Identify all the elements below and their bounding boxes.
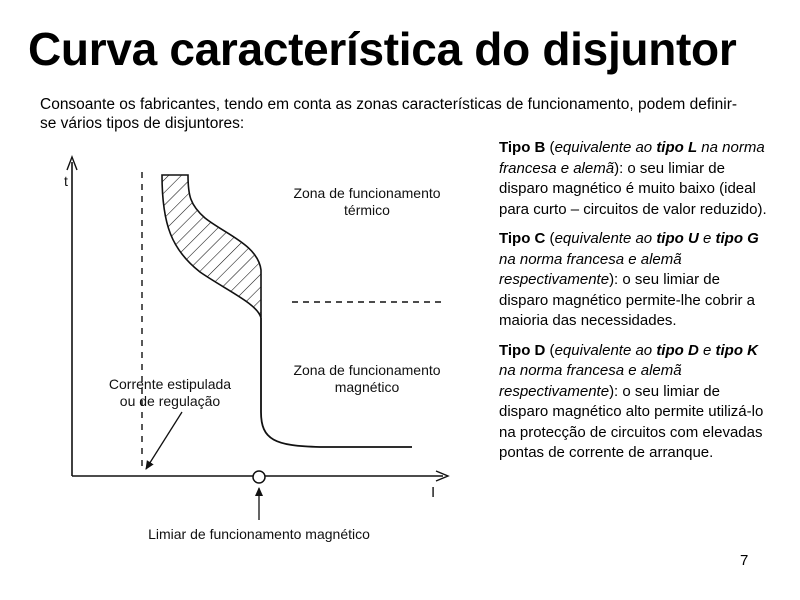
magnetic-zone-label-1: Zona de funcionamento bbox=[293, 362, 441, 378]
type-b-description: Tipo B (equivalente ao tipo L na norma francesa e alemã): o seu limiar de disparo magnético é muito baixo (ideal para curto – circuitos de valor reduzido). bbox=[499, 139, 767, 218]
type-c-description: Tipo C (equivalente ao tipo U e tipo G na norma francesa e alemã respectivamente): o seu limiar de disparo magnético permite-lhe cobrir a maioria das necessidades. bbox=[499, 230, 759, 329]
thermal-zone-label-1: Zona de funcionamento bbox=[293, 185, 441, 201]
x-axis-label: I bbox=[431, 484, 436, 501]
magnetic-threshold-point bbox=[253, 471, 265, 483]
magnetic-threshold-label: Limiar de funcionamento magnético bbox=[148, 526, 370, 542]
intro-text: Consoante os fabricantes, tendo em conta as zonas características de funcionamento, podem definir-se vários tipos de disjuntores: bbox=[40, 96, 738, 132]
magnetic-zone-label-2: magnético bbox=[334, 379, 400, 395]
page-number: 7 bbox=[740, 552, 749, 569]
thermal-zone-band bbox=[162, 175, 261, 318]
slide-title: Curva característica do disjuntor bbox=[28, 23, 737, 75]
y-axis-label: t bbox=[64, 173, 68, 189]
breaker-types-list bbox=[499, 138, 769, 473]
rated-current-label-1: Corrente estipulada bbox=[108, 376, 232, 392]
rated-current-arrow bbox=[146, 412, 182, 469]
thermal-zone-label-2: térmico bbox=[344, 202, 390, 218]
rated-current-label-2: ou de regulação bbox=[119, 393, 221, 409]
type-d-description: Tipo D (equivalente ao tipo D e tipo K na norma francesa e alemã respectivamente): o seu limiar de disparo magnético alto permite utilizá-lo na protecção de circuitos com elevadas pontas de corrente de arranque. bbox=[499, 341, 764, 461]
